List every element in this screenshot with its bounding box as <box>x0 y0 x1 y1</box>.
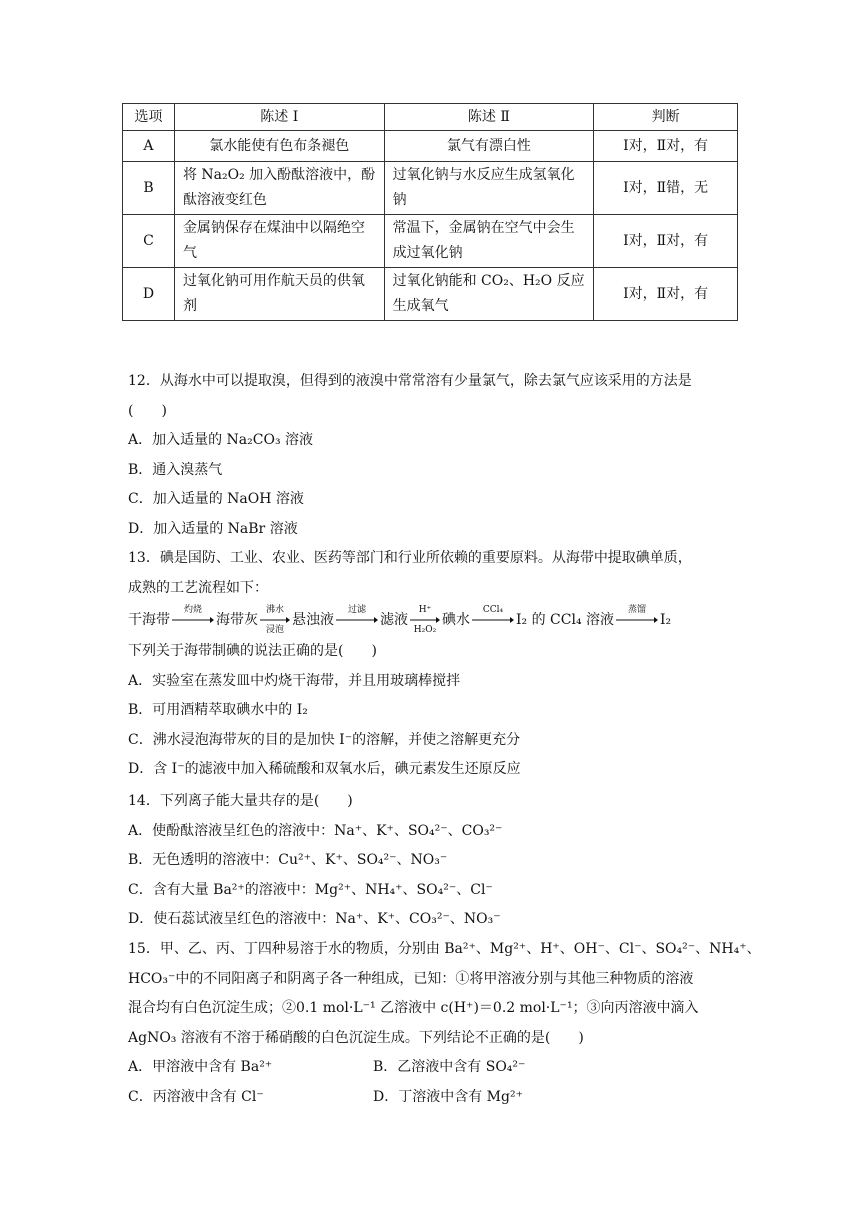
arrow-label-top: 沸水 <box>265 605 284 615</box>
arrow-right-icon <box>336 616 378 624</box>
question-stem-line-2: HCO₃⁻中的不同阳离子和阴离子各一种组成，已知：①将甲溶液分别与其他三种物质的溶液 <box>128 970 694 987</box>
arrow-label-bottom: 浸泡 <box>265 625 284 635</box>
arrow-label-bottom: H₂O₂ <box>413 625 437 635</box>
question-prompt: 下列关于海带制碘的说法正确的是( ) <box>128 643 377 659</box>
option-c: C．沸水浸泡海带灰的目的是加快 I⁻的溶解，并使之溶解更充分 <box>128 731 521 748</box>
table-row <box>123 131 738 162</box>
question-stem-line-2: 成熟的工艺流程如下： <box>128 579 268 596</box>
arrow-right-icon <box>410 616 440 624</box>
table-header-row <box>123 104 738 131</box>
flow-step: 海带灰 <box>216 612 258 628</box>
option-a: A．使酚酞溶液呈红色的溶液中：Na⁺、K⁺、SO₄²⁻、CO₃²⁻ <box>128 822 503 839</box>
header-statement-2: 陈述 Ⅱ <box>384 104 594 131</box>
option-a: A．甲溶液中含有 Ba²⁺ <box>128 1059 273 1075</box>
statement-table <box>122 103 738 321</box>
row-option: D <box>123 268 175 321</box>
flow-arrow <box>410 605 440 635</box>
arrow-right-icon <box>472 616 514 624</box>
option-c: C．加入适量的 NaOH 溶液 <box>128 491 304 507</box>
arrow-label-top: CCl₄ <box>482 605 504 615</box>
option-c: C．丙溶液中含有 Cl⁻ <box>128 1088 264 1105</box>
question-stem-line-1: 15．甲、乙、丙、丁四种易溶于水的物质，分别由 Ba²⁺、Mg²⁺、H⁺、OH⁻、Cl⁻、SO₄²⁻、NH₄⁺、 <box>128 941 761 957</box>
option-b: B．乙溶液中含有 SO₄²⁻ <box>373 1059 526 1075</box>
question-stem-line-3: 混合均有白色沉淀生成；②0.1 mol·L⁻¹ 乙溶液中 c(H⁺)＝0.2 mol·L⁻¹；③向丙溶液中滴入 <box>128 1000 699 1016</box>
flow-step: 干海带 <box>128 612 170 628</box>
flow-step: 滤液 <box>380 612 408 628</box>
header-statement-1: 陈述 Ⅰ <box>174 104 384 131</box>
question-stem-line-1: 13．碘是国防、工业、农业、医药等部门和行业所依赖的重要原料。从海带中提取碘单质， <box>128 550 692 566</box>
row-option: C <box>123 215 175 268</box>
option-b: B．可用酒精萃取碘水中的 I₂ <box>128 702 308 718</box>
row-statement-1: 氯水能使有色布条褪色 <box>174 131 384 162</box>
row-statement-1: 将 Na₂O₂ 加入酚酞溶液中，酚酞溶液变红色 <box>174 162 384 215</box>
question-stem-line-4: AgNO₃ 溶液有不溶于稀硝酸的白色沉淀生成。下列结论不正确的是( ) <box>128 1029 584 1046</box>
answer-blank: ( ) <box>128 402 167 419</box>
option-d: D．含 I⁻的滤液中加入稀硫酸和双氧水后，碘元素发生还原反应 <box>128 761 521 777</box>
option-b: B．无色透明的溶液中：Cu²⁺、K⁺、SO₄²⁻、NO₃⁻ <box>128 852 448 868</box>
arrow-label-top: H⁺ <box>418 605 432 615</box>
flow-arrow <box>616 605 658 635</box>
question-14 <box>128 787 738 935</box>
option-d: D．丁溶液中含有 Mg²⁺ <box>373 1088 523 1105</box>
flow-step: 悬浊液 <box>292 612 334 628</box>
row-statement-1: 金属钠保存在煤油中以隔绝空气 <box>174 215 384 268</box>
row-statement-2: 过氧化钠能和 CO₂、H₂O 反应生成氧气 <box>384 268 594 321</box>
option-b: B．通入溴蒸气 <box>128 461 223 478</box>
options-row-2 <box>128 1083 738 1113</box>
row-statement-2: 过氧化钠与水反应生成氢氧化钠 <box>384 162 594 215</box>
flow-step: I₂ 的 CCl₄ 溶液 <box>516 612 615 628</box>
row-judgement: Ⅰ对，Ⅱ对，有 <box>594 131 738 162</box>
header-option: 选项 <box>123 104 175 131</box>
flow-step: I₂ <box>660 612 672 628</box>
question-stem: 12．从海水中可以提取溴，但得到的液溴中常常溶有少量氯气，除去氯气应该采用的方法是 <box>128 373 692 389</box>
arrow-label-top: 蒸馏 <box>628 605 647 615</box>
flow-arrow <box>472 605 514 635</box>
options-row-1 <box>128 1053 738 1083</box>
question-13 <box>128 544 738 785</box>
table-row <box>123 268 738 321</box>
flow-arrow <box>172 605 214 635</box>
row-option: B <box>123 162 175 215</box>
flow-step: 碘水 <box>442 612 470 628</box>
row-judgement: Ⅰ对，Ⅱ对，有 <box>594 215 738 268</box>
row-statement-2: 氯气有漂白性 <box>384 131 594 162</box>
question-15 <box>128 935 761 1112</box>
arrow-right-icon <box>172 616 214 624</box>
option-a: A．实验室在蒸发皿中灼烧干海带，并且用玻璃棒搅拌 <box>128 672 461 689</box>
row-judgement: Ⅰ对，Ⅱ对，有 <box>594 268 738 321</box>
arrow-right-icon <box>616 616 658 624</box>
row-statement-2: 常温下，金属钠在空气中会生成过氧化钠 <box>384 215 594 268</box>
row-judgement: Ⅰ对，Ⅱ错，无 <box>594 162 738 215</box>
option-a: A．加入适量的 Na₂CO₃ 溶液 <box>128 432 314 448</box>
table-row <box>123 162 738 215</box>
arrow-label-top: 灼烧 <box>183 605 202 615</box>
option-c: C．含有大量 Ba²⁺的溶液中：Mg²⁺、NH₄⁺、SO₄²⁻、Cl⁻ <box>128 881 493 898</box>
question-12 <box>128 367 738 544</box>
row-option: A <box>123 131 175 162</box>
question-stem: 14．下列离子能大量共存的是( ) <box>128 793 353 809</box>
option-d: D．使石蕊试液呈红色的溶液中：Na⁺、K⁺、CO₃²⁻、NO₃⁻ <box>128 911 501 927</box>
option-d: D．加入适量的 NaBr 溶液 <box>128 520 298 537</box>
table-row <box>123 215 738 268</box>
process-flow <box>128 603 738 637</box>
header-judgement: 判断 <box>594 104 738 131</box>
row-statement-1: 过氧化钠可用作航天员的供氧剂 <box>174 268 384 321</box>
flow-arrow <box>260 605 290 635</box>
flow-arrow <box>336 605 378 635</box>
arrow-label-top: 过滤 <box>347 605 366 615</box>
arrow-right-icon <box>260 616 290 624</box>
